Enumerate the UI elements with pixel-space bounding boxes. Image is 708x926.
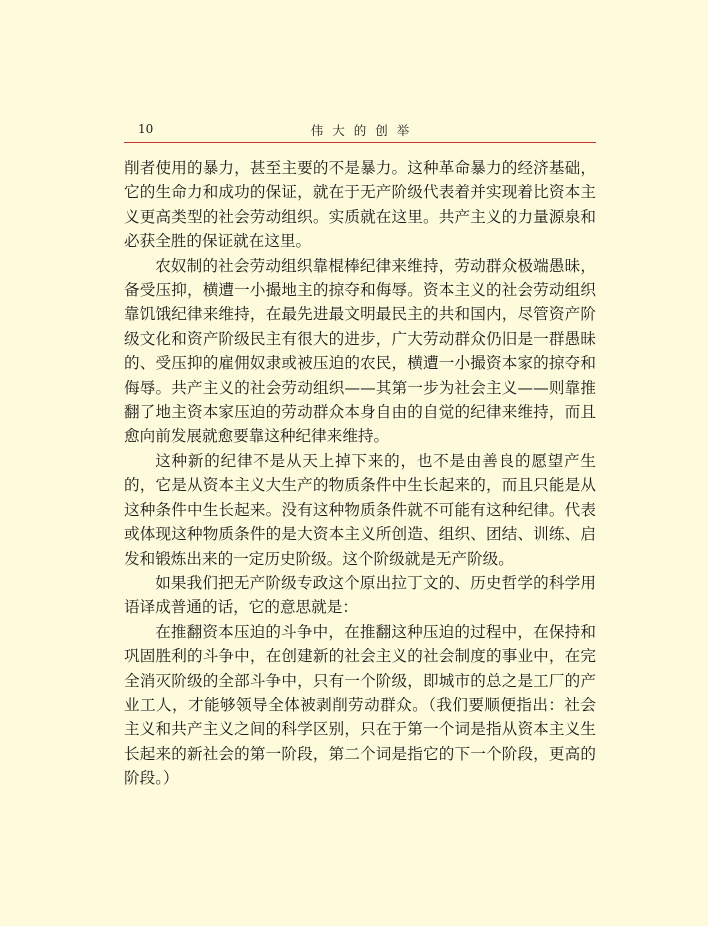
running-header [124, 118, 596, 142]
page-number: 10 [138, 122, 154, 136]
paragraph: 如果我们把无产阶级专政这个原出拉丁文的、历史哲学的科学用语译成普通的话，它的意思就是： [124, 573, 596, 617]
paragraph: 在推翻资本压迫的斗争中，在推翻这种压迫的过程中，在保持和巩固胜利的斗争中，在创建新的社会主义的社会制度的事业中，在完全消灭阶级的全部斗争中，只有一个阶级，即城市的总之是工厂的产业工人，才能够领导全体被剥削劳动群众。（我们要顺便指出：社会主义和共产主义之间的科学区别，只在于第一个词是指从资本主义生长起来的新社会的第一阶段，第二个词是指它的下一个阶段，更高的阶段。） [124, 622, 596, 788]
paragraph: 这种新的纪律不是从天上掉下来的，也不是由善良的愿望产生的，它是从资本主义大生产的物质条件中生长起来的，而且只能是从这种条件中生长起来。没有这种物质条件就不可能有这种纪律。代表或体现这种物质条件的是大资本主义所创造、组织、团结、训练、启发和锻炼出来的一定历史阶级。这个阶级就是无产阶级。 [124, 451, 596, 568]
paragraph: 农奴制的社会劳动组织靠棍棒纪律来维持，劳动群众极端愚昧，备受压抑，横遭一小撮地主的掠夺和侮辱。资本主义的社会劳动组织靠饥饿纪律来维持，在最先进最文明最民主的共和国内，尽管资产阶级文化和资产阶级民主有很大的进步，广大劳动群众仍旧是一群愚昧的、受压抑的雇佣奴隶或被压迫的农民，横遭一小撮资本家的掠夺和侮辱。共产主义的社会劳动组织——其第一步为社会主义——则靠推翻了地主资本家压迫的劳动群众本身自由的自觉的纪律来维持，而且愈向前发展就愈要靠这种纪律来维持。 [124, 256, 596, 446]
paragraph-continued: 削者使用的暴力，甚至主要的不是暴力。这种革命暴力的经济基础，它的生命力和成功的保证，就在于无产阶级代表着并实现着比资本主义更高类型的社会劳动组织。实质就在这里。共产主义的力量源泉和必获全胜的保证就在这里。 [124, 159, 596, 251]
header-rule [124, 142, 596, 143]
book-page [124, 118, 596, 791]
body-text [124, 156, 596, 791]
running-title: 伟大的创举 [310, 123, 419, 138]
